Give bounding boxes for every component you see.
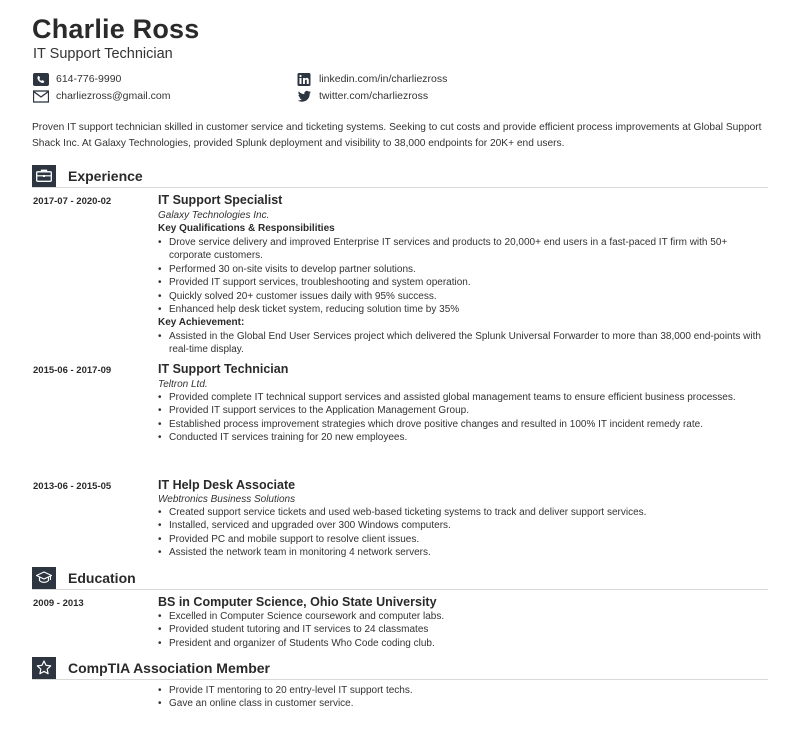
job-1-title: IT Support Specialist bbox=[158, 193, 283, 207]
job-3-title: IT Help Desk Associate bbox=[158, 478, 296, 492]
list-item: • Assisted in the Global End User Services project which delivered the Splunk Universal Forwarder to more than 38,000 end-points with real-time display. bbox=[158, 330, 768, 357]
candidate-role: IT Support Technician bbox=[33, 46, 173, 62]
job-3-bullets bbox=[158, 506, 768, 560]
education-dates: 2009 - 2013 bbox=[33, 598, 84, 609]
education-degree: BS in Computer Science, Ohio State University bbox=[158, 595, 437, 609]
briefcase-icon bbox=[32, 165, 56, 187]
contact-twitter bbox=[296, 89, 428, 103]
experience-section-header bbox=[32, 164, 768, 188]
list-item: • Provided student tutoring and IT services to 24 classmates bbox=[158, 623, 768, 636]
email-link[interactable]: charliezross@gmail.com bbox=[56, 90, 171, 102]
job-1-achievements bbox=[158, 330, 768, 357]
list-item: • Created support service tickets and used web-based ticketing systems to track and deliver support services. bbox=[158, 506, 768, 519]
education-bullets bbox=[158, 610, 768, 650]
job-3-dates: 2013-06 - 2015-05 bbox=[33, 481, 112, 492]
job-1-dates: 2017-07 - 2020-02 bbox=[33, 196, 112, 207]
phone-icon bbox=[33, 73, 49, 86]
job-2-dates: 2015-06 - 2017-09 bbox=[33, 365, 112, 376]
list-item: • Established process improvement strategies which drove positive changes and resulted in 100% IT incident remedy rate. bbox=[158, 418, 768, 431]
list-item: • Quickly solved 20+ customer issues daily with 95% success. bbox=[158, 290, 768, 303]
list-item: • Drove service delivery and improved Enterprise IT services and products to 20,000+ end users in a fast-paced IT firm with 50+ corporate customers. bbox=[158, 236, 768, 263]
list-item: • Provided IT support services, troubleshooting and system operation. bbox=[158, 276, 768, 289]
linkedin-link[interactable]: linkedin.com/in/charliezross bbox=[319, 73, 448, 85]
contact-email bbox=[33, 89, 171, 103]
education-section-header bbox=[32, 566, 768, 590]
list-item: • Provided PC and mobile support to resolve client issues. bbox=[158, 533, 768, 546]
list-item: • Provided complete IT technical support services and assisted global management teams to ensure efficient business processes. bbox=[158, 391, 768, 404]
list-item: • Enhanced help desk ticket system, reducing solution time by 35% bbox=[158, 303, 768, 316]
phone-text: 614-776-9990 bbox=[56, 73, 122, 85]
job-1-qualifications-label: Key Qualifications & Responsibilities bbox=[158, 223, 335, 234]
candidate-name: Charlie Ross bbox=[32, 14, 200, 44]
list-item: • Conducted IT services training for 20 new employees. bbox=[158, 431, 768, 444]
job-2-title: IT Support Technician bbox=[158, 362, 289, 376]
twitter-link[interactable]: twitter.com/charliezross bbox=[319, 90, 429, 102]
education-section-title: Education bbox=[68, 569, 136, 586]
graduation-cap-icon bbox=[32, 567, 56, 589]
twitter-icon bbox=[296, 90, 312, 103]
job-2-bullets bbox=[158, 391, 768, 445]
list-item: • Provide IT mentoring to 20 entry-level IT support techs. bbox=[158, 684, 768, 697]
experience-section-title: Experience bbox=[68, 167, 143, 184]
membership-section-title: CompTIA Association Member bbox=[68, 659, 270, 676]
job-1-achievement-label: Key Achievement: bbox=[158, 317, 245, 328]
job-2-company: Teltron Ltd. bbox=[158, 379, 208, 390]
profile-summary: Proven IT support technician skilled in customer service and ticketing systems. Seeking to cut costs and provide efficient process improvements at Global Support Shack Inc. At Galaxy Technologies, provided Splunk deployment and visibility to 38,000 endpoints for 20K+ end users. bbox=[32, 122, 762, 149]
list-item: • Excelled in Computer Science coursework and computer labs. bbox=[158, 610, 768, 623]
list-item: • Performed 30 on-site visits to develop partner solutions. bbox=[158, 263, 768, 276]
linkedin-icon bbox=[296, 73, 312, 86]
list-item: • President and organizer of Students Who Code coding club. bbox=[158, 637, 768, 650]
list-item: • Gave an online class in customer service. bbox=[158, 697, 768, 710]
job-1-company: Galaxy Technologies Inc. bbox=[158, 210, 270, 221]
star-icon bbox=[32, 657, 56, 679]
contact-phone bbox=[33, 72, 121, 86]
contact-linkedin bbox=[296, 72, 447, 86]
list-item: • Installed, serviced and upgraded over 300 Windows computers. bbox=[158, 519, 768, 532]
list-item: • Assisted the network team in monitoring 4 network servers. bbox=[158, 546, 768, 559]
job-1-bullets bbox=[158, 236, 768, 316]
job-3-company: Webtronics Business Solutions bbox=[158, 494, 296, 505]
envelope-icon bbox=[33, 90, 49, 103]
membership-section-header bbox=[32, 656, 768, 680]
list-item: • Provided IT support services to the Application Management Group. bbox=[158, 404, 768, 417]
membership-bullets bbox=[158, 684, 768, 711]
